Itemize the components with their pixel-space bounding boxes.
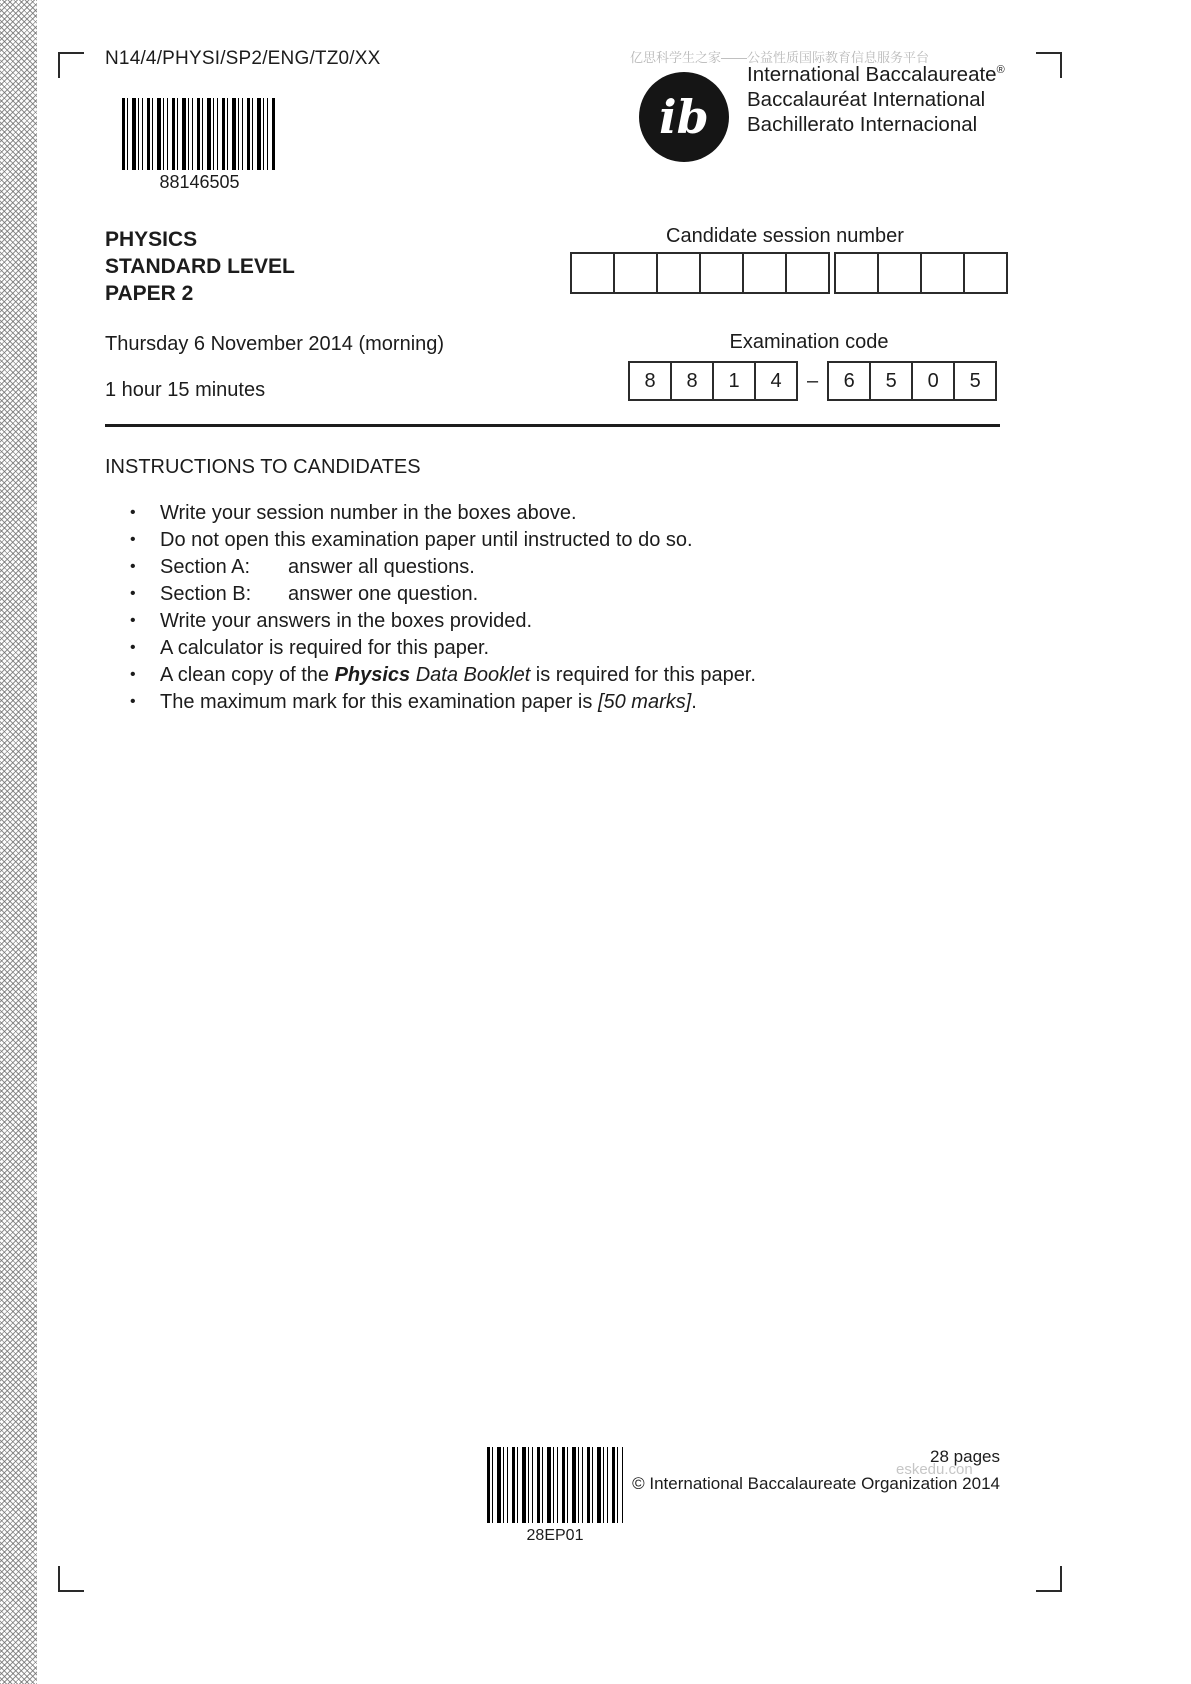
- session-number-box: [963, 252, 1008, 294]
- instruction-item: [105, 557, 1005, 578]
- instruction-item: [105, 503, 1005, 524]
- subject-title: PHYSICS: [105, 228, 198, 251]
- instruction-item: [105, 584, 1005, 605]
- session-number-box: [742, 252, 787, 294]
- instruction-text: Physics: [334, 664, 411, 686]
- crop-mark-top-left: [58, 52, 84, 78]
- session-number-box: [834, 252, 879, 294]
- exam-duration: 1 hour 15 minutes: [105, 379, 266, 401]
- paper-number: PAPER 2: [105, 282, 194, 305]
- crop-mark-bottom-right: [1036, 1566, 1062, 1592]
- barcode-bottom-number: 28EP01: [526, 1527, 584, 1544]
- instruction-text: answer all questions.: [288, 556, 475, 578]
- instruction-text: The maximum mark for this examination paper is: [160, 691, 598, 713]
- bullet-dot: •: [130, 639, 136, 656]
- exam-code-group1: [628, 361, 798, 401]
- barcode-top: [122, 98, 277, 170]
- session-number-box: [877, 252, 922, 294]
- paper-reference-code: N14/4/PHYSI/SP2/ENG/TZ0/XX: [105, 48, 381, 69]
- exam-code-digit-box: 1: [712, 361, 756, 401]
- instruction-item: [105, 692, 1005, 713]
- instruction-text: Data Booklet: [415, 664, 531, 686]
- bullet-dot: •: [130, 504, 136, 521]
- examination-code-label: Examination code: [729, 331, 889, 353]
- page-count: 28 pages: [930, 1447, 1000, 1466]
- exam-code-digit-box: 8: [628, 361, 672, 401]
- exam-code-digit-box: 5: [953, 361, 997, 401]
- session-number-box: [785, 252, 830, 294]
- bullet-dot: •: [130, 558, 136, 575]
- barcode-top-number: 88146505: [159, 172, 240, 192]
- watermark-bottom: eskedu.con: [896, 1461, 973, 1478]
- bullet-dot: •: [130, 531, 136, 548]
- session-number-box: [656, 252, 701, 294]
- session-number-box: [613, 252, 658, 294]
- bullet-dot: •: [130, 693, 136, 710]
- exam-code-digit-box: 4: [754, 361, 798, 401]
- bullet-dot: •: [130, 585, 136, 602]
- ib-name-english: International Baccalaureate®: [747, 62, 1005, 86]
- instruction-text: Do not open this examination paper until instructed to do so.: [160, 529, 693, 551]
- examination-code-boxes: [628, 361, 997, 401]
- instructions-heading: INSTRUCTIONS TO CANDIDATES: [105, 456, 421, 478]
- candidate-session-number-boxes: [570, 252, 1008, 294]
- session-number-box: [699, 252, 744, 294]
- instruction-text: Write your session number in the boxes above.: [160, 502, 577, 524]
- exam-date: Thursday 6 November 2014 (morning): [105, 333, 445, 355]
- level-title: STANDARD LEVEL: [105, 255, 295, 278]
- exam-code-group2: [827, 361, 997, 401]
- ib-name-french: Baccalauréat International: [747, 87, 986, 111]
- instruction-text: Section B:: [160, 583, 252, 605]
- instruction-text: Section A:: [160, 556, 251, 578]
- instruction-text: .: [691, 691, 697, 713]
- session-number-box: [920, 252, 965, 294]
- paper-title: [105, 226, 295, 307]
- registered-trademark: ®: [996, 64, 1005, 76]
- horizontal-divider: [105, 424, 1000, 427]
- crop-mark-bottom-left: [58, 1566, 84, 1592]
- bullet-dot: •: [130, 666, 136, 683]
- exam-code-digit-box: 8: [670, 361, 714, 401]
- instruction-text: is required for this paper.: [530, 664, 756, 686]
- session-number-box: [570, 252, 615, 294]
- ib-logo-text: ib: [659, 90, 709, 144]
- watermark-top: 亿思科学生之家——公益性质国际教育信息服务平台: [630, 50, 930, 65]
- instruction-text: [50 marks]: [597, 691, 692, 713]
- instructions-list: [105, 503, 1005, 719]
- instruction-item: [105, 530, 1005, 551]
- instruction-text: A clean copy of the: [160, 664, 335, 686]
- ib-organization-name: [747, 58, 1005, 137]
- ib-logo-icon: [639, 72, 729, 162]
- binding-edge-pattern: [0, 0, 37, 1684]
- instruction-item: [105, 611, 1005, 632]
- bullet-dot: •: [130, 612, 136, 629]
- crop-mark-top-right: [1036, 52, 1062, 78]
- exam-code-digit-box: 0: [911, 361, 955, 401]
- session-boxes-group2: [834, 252, 1008, 294]
- instruction-text: Write your answers in the boxes provided.: [160, 610, 533, 632]
- session-boxes-group1: [570, 252, 830, 294]
- ib-name-spanish: Bachillerato Internacional: [747, 112, 978, 136]
- instruction-item: [105, 638, 1005, 659]
- exam-code-separator: –: [807, 369, 819, 392]
- exam-code-digit-box: 5: [869, 361, 913, 401]
- candidate-session-number-label: Candidate session number: [666, 225, 904, 247]
- instruction-item: [105, 665, 1005, 686]
- copyright-notice: © International Baccalaureate Organization 2014: [632, 1474, 1000, 1493]
- exam-code-digit-box: 6: [827, 361, 871, 401]
- instruction-text: A calculator is required for this paper.: [160, 637, 490, 659]
- instruction-text: answer one question.: [288, 583, 479, 605]
